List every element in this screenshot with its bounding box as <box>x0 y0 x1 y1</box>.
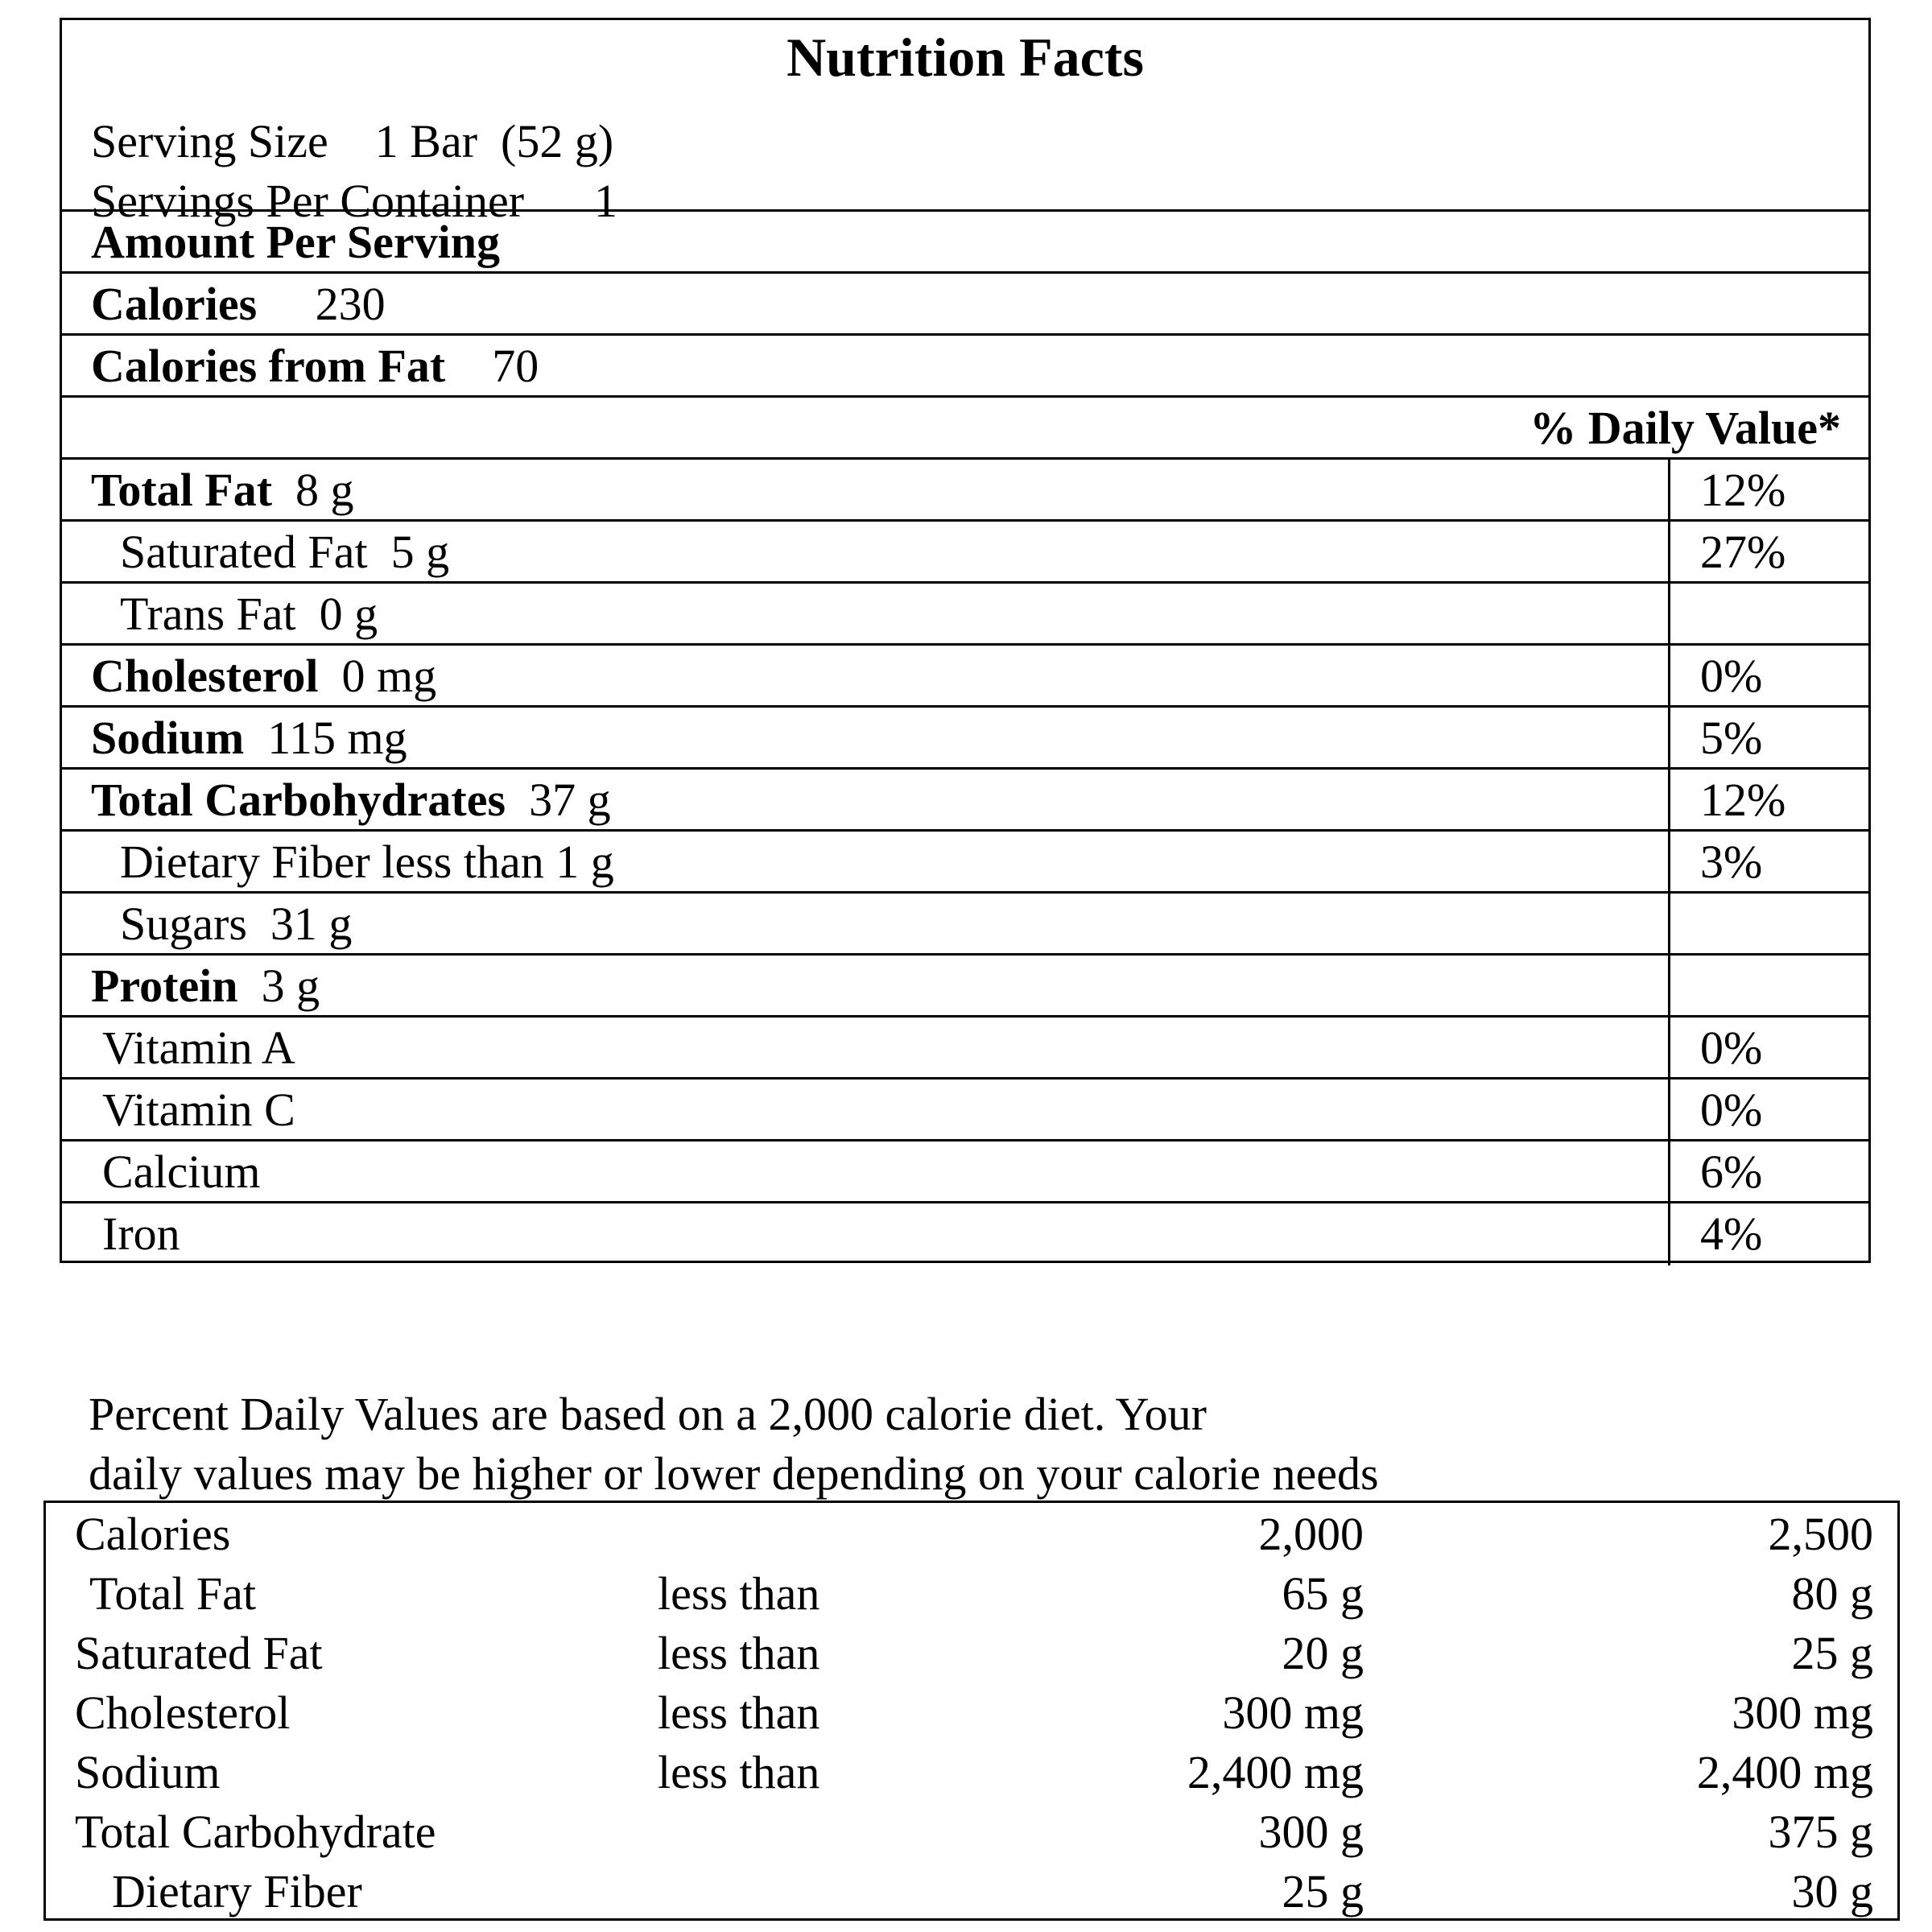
column-divider <box>1668 460 1670 519</box>
reference-nutrient: Saturated Fat <box>75 1627 323 1679</box>
reference-value-2500: 25 g <box>1791 1627 1873 1679</box>
nutrient-row-vitamin-a <box>62 1018 1868 1080</box>
nutrient-name: Calcium <box>102 1146 261 1198</box>
reference-value-2500: 375 g <box>1768 1806 1873 1858</box>
nutrient-row-saturated-fat <box>62 522 1868 584</box>
nutrient-name: Total Carbohydrates <box>91 774 506 826</box>
nutrient-name: Dietary Fiber less than <box>120 836 544 888</box>
reference-nutrient: Total Fat <box>89 1567 256 1620</box>
nutrient-row-trans-fat <box>62 584 1868 646</box>
nutrient-row-dietary-fiber <box>62 832 1868 894</box>
nutrient-daily-value: 3% <box>1700 836 1763 888</box>
column-divider <box>1668 584 1670 643</box>
reference-row-calories <box>46 1503 1897 1563</box>
nutrient-row-iron <box>62 1203 1868 1265</box>
reference-value-2500: 2,500 <box>1768 1508 1873 1560</box>
reference-value-2500: 80 g <box>1791 1567 1873 1620</box>
nutrient-row-vitamin-c <box>62 1080 1868 1141</box>
servings-per-container-value: 1 <box>594 175 618 227</box>
reference-row-cholesterol <box>46 1682 1897 1741</box>
nutrient-amount: 37 g <box>529 774 611 826</box>
serving-size-line <box>91 115 614 167</box>
column-divider <box>1668 1018 1670 1077</box>
nutrient-name: Vitamin A <box>102 1022 295 1074</box>
calories-row <box>62 274 1868 336</box>
nutrient-name: Saturated Fat <box>120 526 368 578</box>
reference-row-total-fat <box>46 1563 1897 1622</box>
reference-qualifier: less than <box>658 1746 820 1798</box>
reference-value-2000: 300 g <box>1258 1806 1364 1858</box>
nutrient-daily-value: 0% <box>1700 650 1763 702</box>
nutrient-daily-value: 5% <box>1700 712 1763 764</box>
nutrient-amount: 31 g <box>270 898 353 950</box>
column-divider <box>1668 1080 1670 1139</box>
nutrient-row-calcium <box>62 1141 1868 1203</box>
amount-per-serving-label: Amount Per Serving <box>91 216 501 268</box>
nutrient-daily-value: 0% <box>1700 1084 1763 1136</box>
nutrient-amount: 0 g <box>319 588 378 640</box>
label-title: Nutrition Facts <box>786 27 1144 88</box>
nutrient-name: Protein <box>91 960 238 1012</box>
nutrient-name: Total Fat <box>91 464 273 516</box>
reference-value-2000: 65 g <box>1282 1567 1364 1620</box>
serving-size-value: 1 Bar (52 g) <box>374 115 614 167</box>
calories-from-fat-label: Calories from Fat <box>91 340 446 392</box>
nutrient-daily-value: 0% <box>1700 1022 1763 1074</box>
reference-nutrient: Sodium <box>75 1746 221 1798</box>
daily-value-header: % Daily Value* <box>1530 402 1841 454</box>
nutrient-amount: 1 g <box>555 836 614 888</box>
nutrient-row-protein <box>62 956 1868 1018</box>
reference-nutrient: Dietary Fiber <box>112 1865 362 1918</box>
nutrient-amount: 8 g <box>295 464 354 516</box>
nutrient-row-sodium <box>62 708 1868 770</box>
nutrient-daily-value: 27% <box>1700 526 1786 578</box>
label-header <box>62 20 1868 227</box>
column-divider <box>1668 646 1670 705</box>
reference-value-2000: 25 g <box>1282 1865 1364 1918</box>
nutrient-daily-value: 12% <box>1700 464 1786 516</box>
reference-row-saturated-fat <box>46 1622 1897 1682</box>
amount-per-serving-row <box>62 212 1868 274</box>
nutrient-name: Vitamin C <box>102 1084 295 1136</box>
reference-qualifier: less than <box>658 1627 820 1679</box>
calories-label: Calories <box>91 278 258 330</box>
nutrient-name: Trans Fat <box>120 588 296 640</box>
reference-value-2000: 2,400 mg <box>1187 1746 1364 1798</box>
reference-value-2000: 300 mg <box>1222 1686 1364 1739</box>
nutrient-daily-value: 6% <box>1700 1146 1763 1198</box>
column-divider <box>1668 1141 1670 1201</box>
nutrient-amount: 115 mg <box>267 712 407 764</box>
nutrient-row-total-fat <box>62 460 1868 522</box>
nutrient-amount: 0 mg <box>341 650 437 702</box>
reference-nutrient: Cholesterol <box>75 1686 291 1739</box>
footnote-line-1: Percent Daily Values are based on a 2,000 calorie diet. Your <box>89 1388 1207 1440</box>
column-divider <box>1668 708 1670 767</box>
servings-per-container-label: Servings Per Container <box>91 175 525 227</box>
reference-row-sodium <box>46 1741 1897 1801</box>
reference-qualifier: less than <box>658 1686 820 1739</box>
daily-value-reference-table <box>43 1501 1900 1921</box>
column-divider <box>1668 894 1670 953</box>
nutrient-name: Iron <box>102 1208 180 1260</box>
nutrient-row-sugars <box>62 894 1868 956</box>
reference-row-dietary-fiber <box>46 1860 1897 1920</box>
column-divider <box>1668 522 1670 581</box>
nutrient-daily-value: 4% <box>1700 1208 1763 1260</box>
footnote-line-2: daily values may be higher or lower depending on your calorie needs <box>89 1447 1379 1500</box>
reference-value-2500: 30 g <box>1791 1865 1873 1918</box>
nutrient-name: Sugars <box>120 898 247 950</box>
nutrient-row-cholesterol <box>62 646 1868 708</box>
nutrient-daily-value: 12% <box>1700 774 1786 826</box>
daily-value-header-row <box>62 398 1868 460</box>
nutrient-amount: 3 g <box>261 960 320 1012</box>
reference-nutrient: Total Carbohydrate <box>75 1806 436 1858</box>
column-divider <box>1668 1203 1670 1265</box>
reference-row-total-carbohydrate <box>46 1801 1897 1860</box>
nutrient-name: Sodium <box>91 712 245 764</box>
nutrient-amount: 5 g <box>390 526 450 578</box>
reference-qualifier: less than <box>658 1567 820 1620</box>
nutrient-name: Cholesterol <box>91 650 319 702</box>
reference-value-2000: 2,000 <box>1258 1508 1364 1560</box>
calories-from-fat-row <box>62 336 1868 398</box>
calories-value: 230 <box>315 278 386 330</box>
reference-value-2500: 2,400 mg <box>1696 1746 1873 1798</box>
reference-value-2500: 300 mg <box>1732 1686 1873 1739</box>
serving-size-label: Serving Size <box>91 115 328 167</box>
reference-nutrient: Calories <box>75 1508 231 1560</box>
nutrient-row-total-carbohydrates <box>62 770 1868 832</box>
column-divider <box>1668 956 1670 1015</box>
column-divider <box>1668 832 1670 891</box>
nutrition-facts-panel <box>60 18 1871 1263</box>
reference-value-2000: 20 g <box>1282 1627 1364 1679</box>
column-divider <box>1668 770 1670 829</box>
calories-from-fat-value: 70 <box>492 340 539 392</box>
